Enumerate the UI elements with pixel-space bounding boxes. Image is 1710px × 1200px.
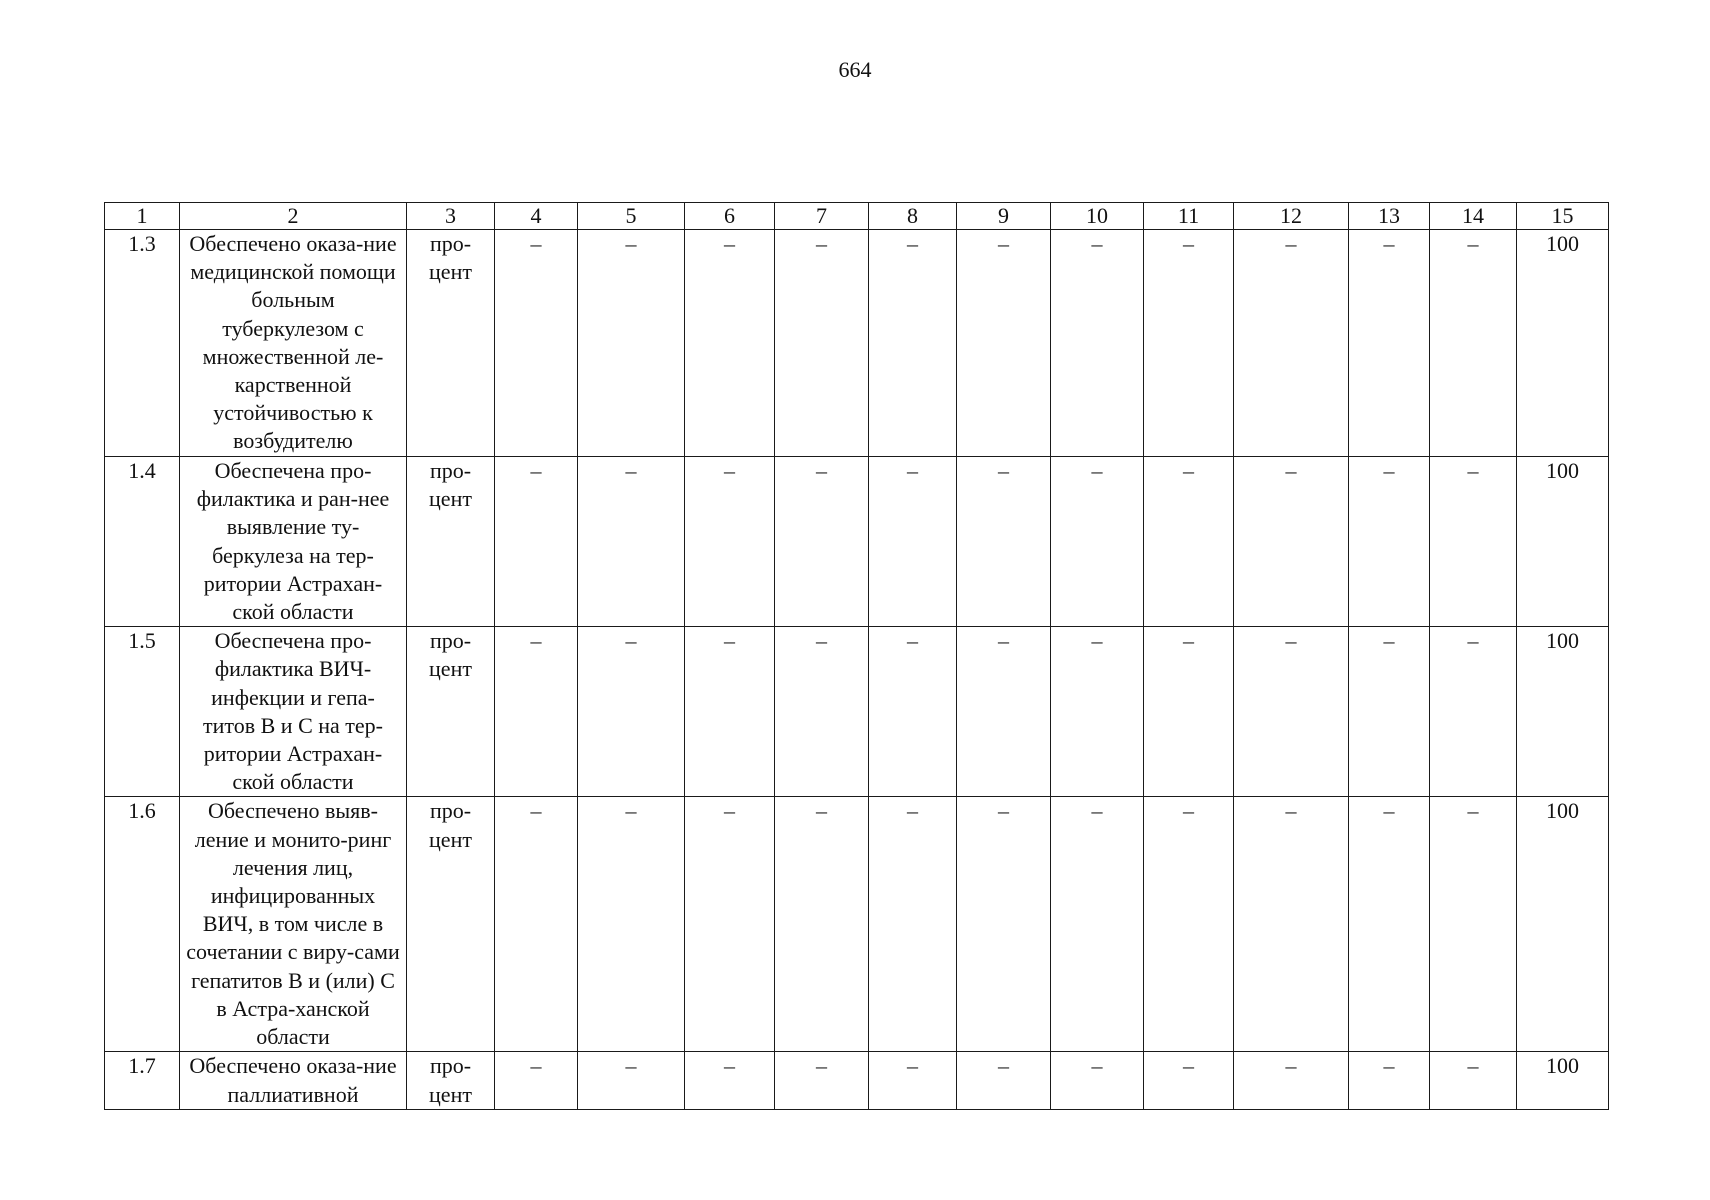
row-cell: – <box>1430 627 1517 797</box>
indicators-table <box>104 202 1609 1110</box>
column-number: 1 <box>105 203 180 230</box>
column-number: 2 <box>180 203 407 230</box>
column-number: 10 <box>1051 203 1144 230</box>
row-cell: – <box>775 230 869 457</box>
row-cell: – <box>1430 457 1517 627</box>
row-cell: – <box>1051 627 1144 797</box>
row-cell: – <box>869 230 957 457</box>
row-cell: – <box>775 627 869 797</box>
row-cell: – <box>495 457 578 627</box>
row-cell: – <box>685 230 775 457</box>
row-unit: про-цент <box>407 230 495 457</box>
row-cell: – <box>1430 1052 1517 1110</box>
column-number: 12 <box>1234 203 1349 230</box>
row-cell: – <box>775 457 869 627</box>
row-number: 1.4 <box>105 457 180 627</box>
column-number: 5 <box>578 203 685 230</box>
row-cell: – <box>1349 457 1430 627</box>
column-number: 6 <box>685 203 775 230</box>
row-value: 100 <box>1517 457 1609 627</box>
column-number-row <box>105 203 1609 230</box>
row-cell: – <box>685 1052 775 1110</box>
row-cell: – <box>685 627 775 797</box>
row-description: Обеспечено оказа-ние медицинской помощи больным туберкулезом с множественной ле-карственной устойчивостью к возбудителю <box>180 230 407 457</box>
row-cell: – <box>495 797 578 1052</box>
page-number: 664 <box>838 57 872 82</box>
row-unit: про-цент <box>407 797 495 1052</box>
row-description: Обеспечена про-филактика и ран-нее выявление ту-беркулеза на тер-ритории Астрахан-ской области <box>180 457 407 627</box>
row-number: 1.5 <box>105 627 180 797</box>
row-cell: – <box>1349 230 1430 457</box>
row-cell: – <box>1430 230 1517 457</box>
row-cell: – <box>957 230 1051 457</box>
row-cell: – <box>1144 1052 1234 1110</box>
column-number: 14 <box>1430 203 1517 230</box>
row-unit: про-цент <box>407 627 495 797</box>
row-cell: – <box>685 797 775 1052</box>
row-number: 1.6 <box>105 797 180 1052</box>
row-value: 100 <box>1517 1052 1609 1110</box>
row-cell: – <box>1234 627 1349 797</box>
row-cell: – <box>957 457 1051 627</box>
row-cell: – <box>1144 797 1234 1052</box>
row-value: 100 <box>1517 230 1609 457</box>
row-number: 1.3 <box>105 230 180 457</box>
row-value: 100 <box>1517 627 1609 797</box>
row-cell: – <box>957 627 1051 797</box>
row-cell: – <box>495 627 578 797</box>
column-number: 8 <box>869 203 957 230</box>
column-number: 4 <box>495 203 578 230</box>
row-cell: – <box>1051 1052 1144 1110</box>
row-cell: – <box>1349 1052 1430 1110</box>
row-cell: – <box>1234 230 1349 457</box>
column-number: 7 <box>775 203 869 230</box>
row-unit: про-цент <box>407 1052 495 1110</box>
row-cell: – <box>1349 627 1430 797</box>
row-cell: – <box>1234 797 1349 1052</box>
row-cell: – <box>578 797 685 1052</box>
row-cell: – <box>775 1052 869 1110</box>
row-cell: – <box>957 797 1051 1052</box>
row-cell: – <box>1144 627 1234 797</box>
row-cell: – <box>957 1052 1051 1110</box>
row-cell: – <box>1430 797 1517 1052</box>
row-cell: – <box>578 627 685 797</box>
row-cell: – <box>1349 797 1430 1052</box>
row-unit: про-цент <box>407 457 495 627</box>
table-row <box>105 797 1609 1052</box>
row-cell: – <box>1051 457 1144 627</box>
row-number: 1.7 <box>105 1052 180 1110</box>
row-cell: – <box>578 1052 685 1110</box>
column-number: 13 <box>1349 203 1430 230</box>
row-cell: – <box>869 457 957 627</box>
row-cell: – <box>685 457 775 627</box>
row-cell: – <box>1234 457 1349 627</box>
row-cell: – <box>869 797 957 1052</box>
row-cell: – <box>869 1052 957 1110</box>
row-cell: – <box>495 1052 578 1110</box>
row-cell: – <box>1051 797 1144 1052</box>
row-description: Обеспечена про-филактика ВИЧ-инфекции и гепа-титов В и С на тер-ритории Астрахан-ской области <box>180 627 407 797</box>
table-row <box>105 627 1609 797</box>
row-cell: – <box>1144 457 1234 627</box>
row-description: Обеспечено выяв-ление и монито-ринг лечения лиц, инфицированных ВИЧ, в том числе в сочетании с виру-сами гепатитов В и (или) С в Астра-ханской области <box>180 797 407 1052</box>
row-cell: – <box>1051 230 1144 457</box>
row-cell: – <box>1144 230 1234 457</box>
row-value: 100 <box>1517 797 1609 1052</box>
column-number: 15 <box>1517 203 1609 230</box>
table-row <box>105 457 1609 627</box>
table-row <box>105 1052 1609 1110</box>
row-cell: – <box>578 230 685 457</box>
row-cell: – <box>869 627 957 797</box>
table-row <box>105 230 1609 457</box>
column-number: 11 <box>1144 203 1234 230</box>
row-cell: – <box>495 230 578 457</box>
column-number: 9 <box>957 203 1051 230</box>
row-cell: – <box>578 457 685 627</box>
row-cell: – <box>1234 1052 1349 1110</box>
row-cell: – <box>775 797 869 1052</box>
row-description: Обеспечено оказа-ние паллиативной <box>180 1052 407 1110</box>
column-number: 3 <box>407 203 495 230</box>
